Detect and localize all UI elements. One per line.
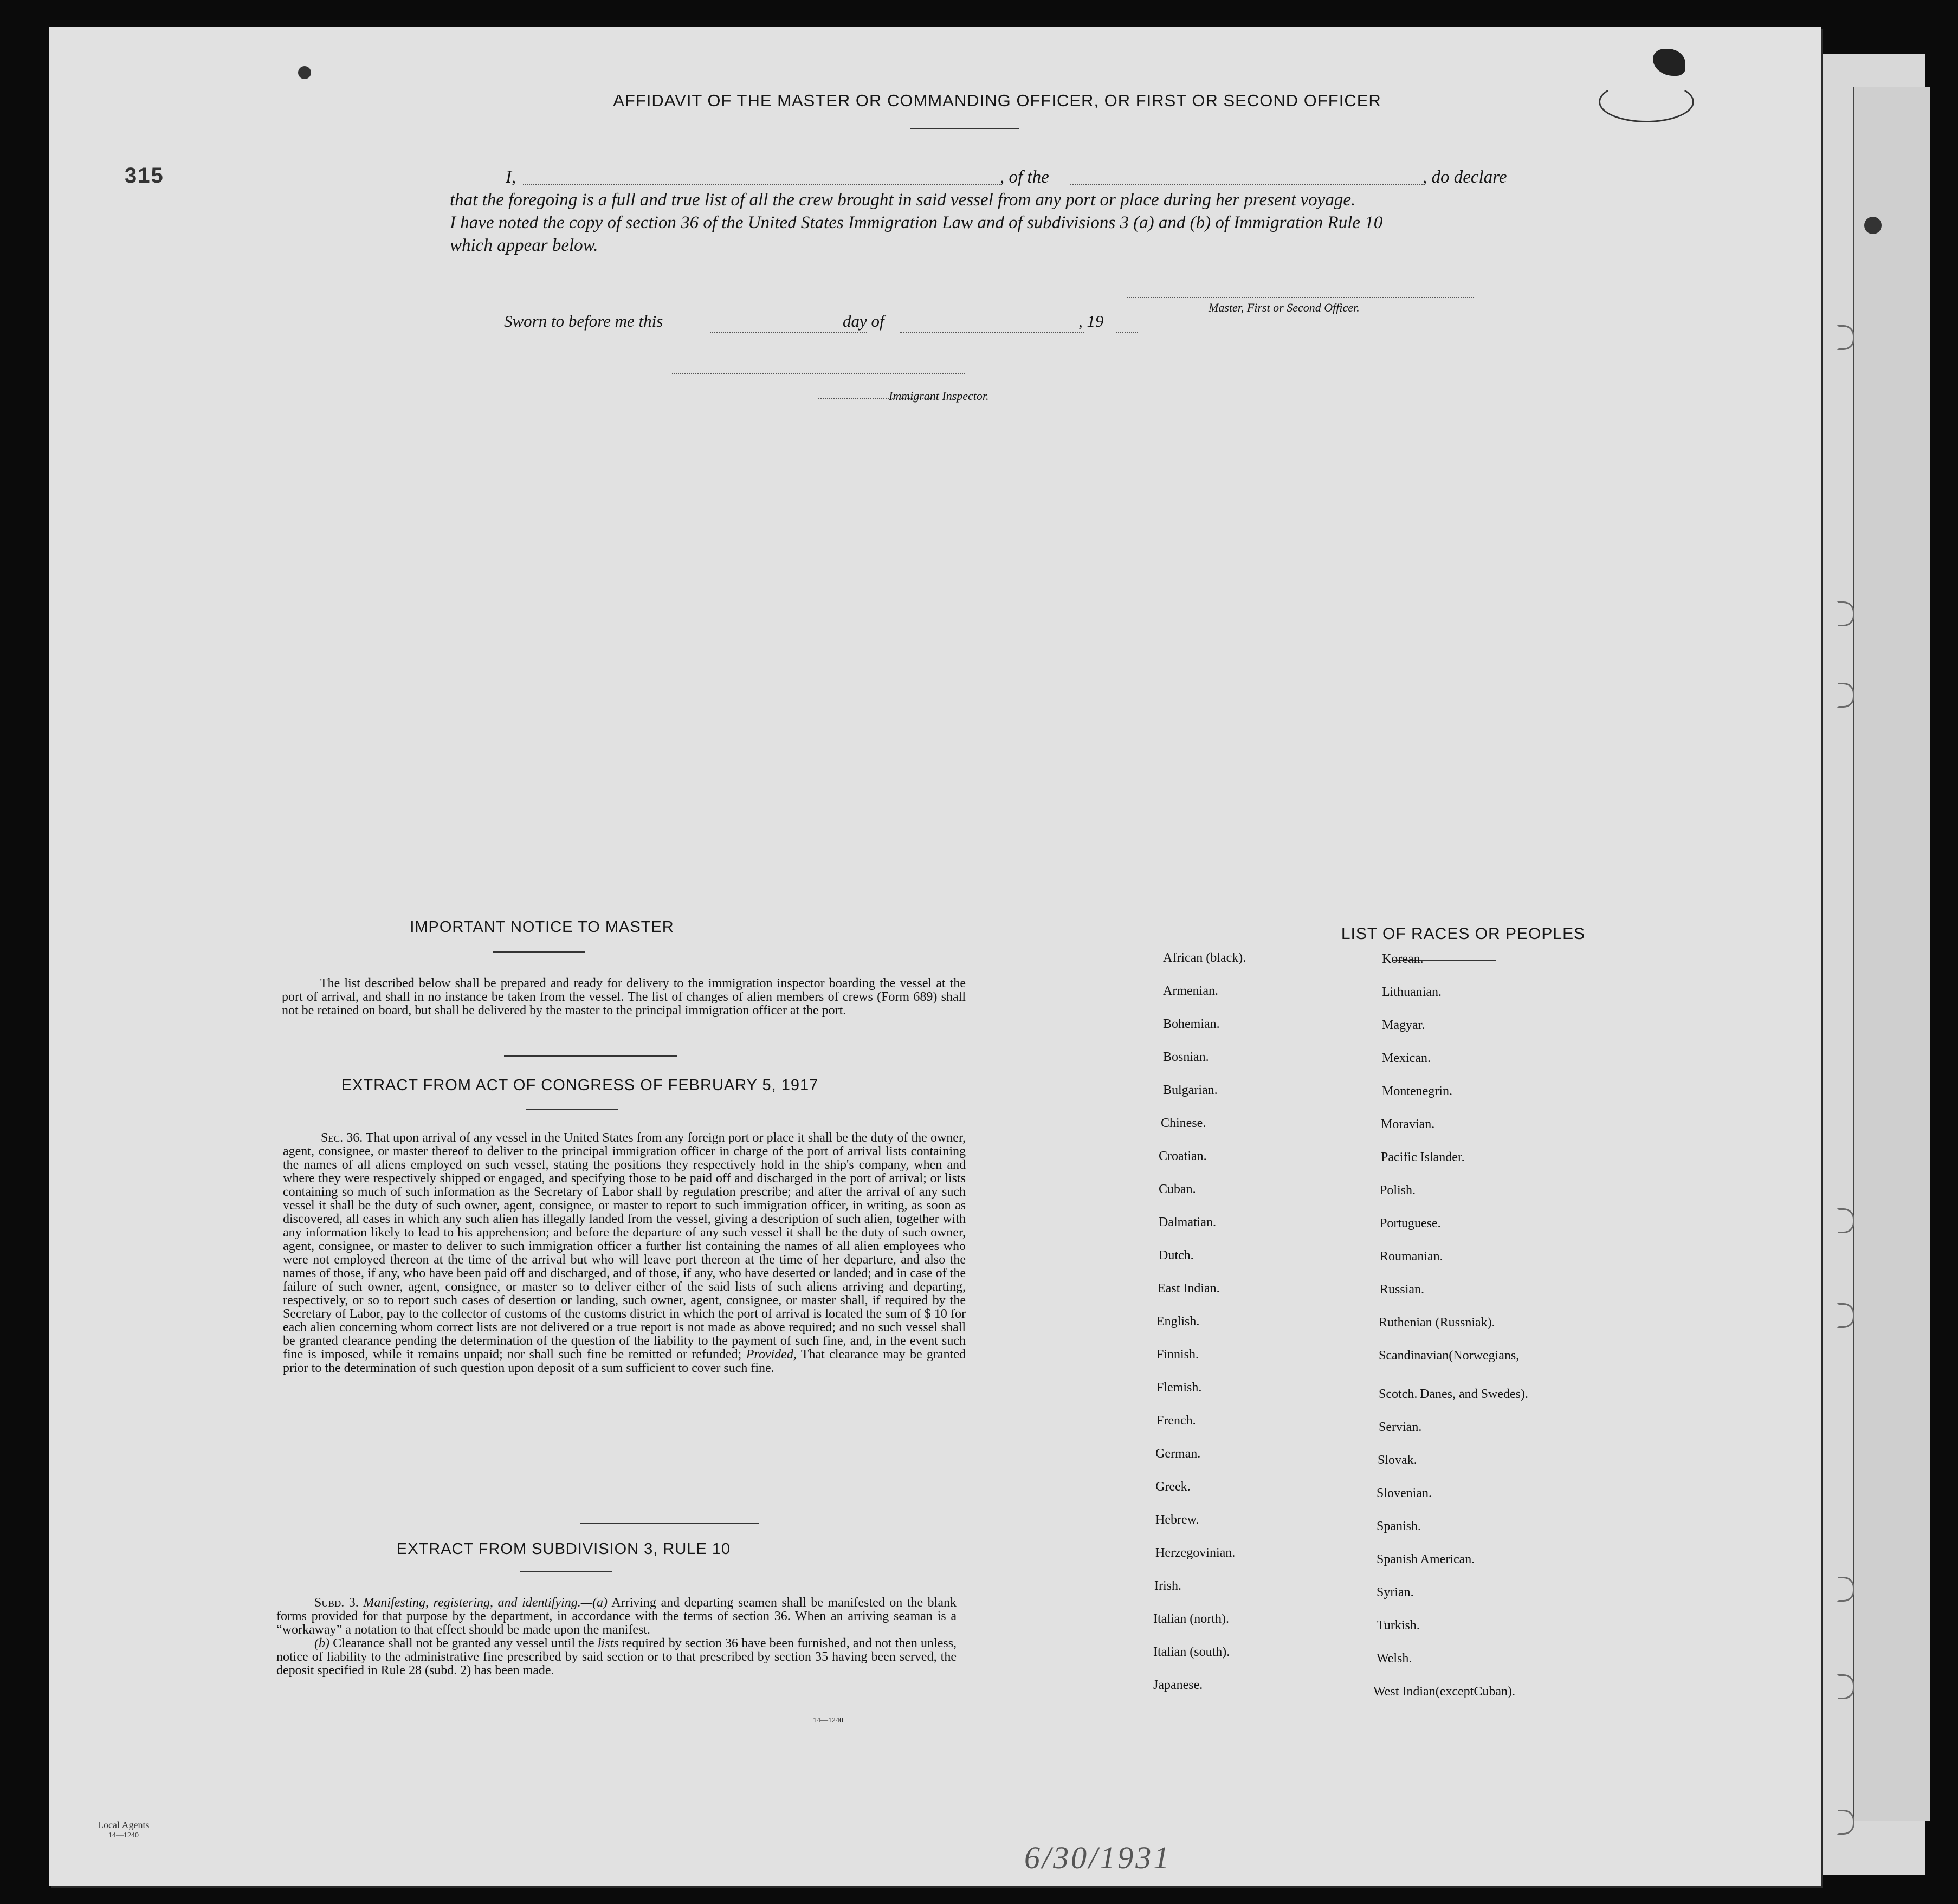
rule-rule <box>520 1571 612 1572</box>
race-item: German. <box>1155 1447 1201 1461</box>
form-number: 14—1240 <box>813 1717 843 1725</box>
race-item: Spanish. <box>1377 1519 1421 1533</box>
race-item: Scandinavian(Norwegians, <box>1379 1349 1520 1363</box>
race-item: Cuban. <box>1159 1182 1196 1196</box>
rule-text-b1: Clearance shall not be granted any vessel until the <box>333 1636 594 1650</box>
act-text-b: That clearance may be granted prior to the determination of such question upon deposit of a sum sufficient to cover such fine. <box>283 1348 966 1375</box>
bottom-left-form: 14—1240 <box>108 1831 139 1840</box>
race-item: Chinese. <box>1161 1116 1206 1130</box>
race-item: Magyar. <box>1382 1018 1425 1032</box>
document-page <box>49 27 1821 1886</box>
year-prefix: , 19 <box>1078 312 1104 331</box>
rule-lists-word: lists <box>597 1636 619 1650</box>
inspector-blank-upper <box>672 373 965 374</box>
race-item: Spanish American. <box>1377 1552 1475 1566</box>
races-title: LIST OF RACES OR PEOPLES <box>1341 925 1586 943</box>
race-item: Syrian. <box>1377 1585 1414 1599</box>
torn-corner-mark <box>1599 81 1694 122</box>
race-item: Mexican. <box>1382 1051 1431 1065</box>
race-item: Korean. <box>1382 952 1424 966</box>
act-bottom-rule <box>580 1523 759 1524</box>
race-item: Pacific Islander. <box>1381 1150 1465 1164</box>
tear-mark <box>1653 49 1685 76</box>
vessel-blank <box>1070 184 1423 185</box>
affidavit-i: I, <box>506 167 516 187</box>
stamp-number: 315 <box>125 164 164 187</box>
bottom-left-label: Local Agents <box>98 1819 150 1830</box>
act-text <box>283 1131 966 1375</box>
race-item: African (black). <box>1163 951 1246 965</box>
race-item: Roumanian. <box>1380 1249 1443 1264</box>
rule-text-a: Arriving and departing seamen shall be manifested on the blank forms provided for that purpose by the department, in accordance with the terms of section 36. When an arriving seaman is a “workaway” a notation to that effect should be made upon the manifest. <box>276 1596 957 1637</box>
name-blank <box>523 184 1000 185</box>
race-item: Portuguese. <box>1380 1216 1441 1231</box>
race-item: Moravian. <box>1381 1117 1435 1131</box>
race-item: Japanese. <box>1153 1678 1203 1692</box>
day-of-text: day of <box>843 312 884 331</box>
rule-b-label: (b) <box>314 1636 329 1650</box>
affidavit-line-3: I have noted the copy of section 36 of the United States Immigration Law and of subdivisions 3 (a) and (b) of Immigration Rule 10 <box>450 213 1383 232</box>
act-provided: Provided, <box>746 1348 797 1362</box>
year-blank <box>1116 332 1138 333</box>
race-item: Welsh. <box>1377 1652 1412 1666</box>
punch-hole-right <box>1864 217 1882 234</box>
affidavit-of-the: , of the <box>1000 167 1049 187</box>
race-item: Russian. <box>1380 1283 1425 1297</box>
race-item: Polish. <box>1380 1183 1416 1197</box>
affidavit-declare: , do declare <box>1423 167 1507 187</box>
race-item: Irish. <box>1154 1579 1181 1593</box>
race-item: English. <box>1156 1314 1200 1329</box>
race-item: Scotch. <box>1379 1387 1418 1401</box>
race-item: Montenegrin. <box>1382 1084 1452 1098</box>
race-item: French. <box>1156 1414 1196 1428</box>
rule-text <box>276 1596 957 1678</box>
race-item: Turkish. <box>1377 1618 1420 1633</box>
race-item: Servian. <box>1379 1420 1422 1434</box>
race-item: West Indian(exceptCuban). <box>1373 1685 1515 1699</box>
act-sec-label: Sec. 36. <box>321 1131 363 1145</box>
race-item: Greek. <box>1155 1480 1191 1494</box>
race-item: Slovenian. <box>1377 1486 1432 1500</box>
act-text-a: That upon arrival of any vessel in the United States from any foreign port or place it shall be the duty of the owner, agent, consignee, or master thereof to deliver to the principal immigration officer in charge of the port of arrival lists containing the names of all aliens employed on such vessel, stating the positions they respectively hold in the ship's company, when and where they were respectively shipped or engaged, and specifying those to be paid off and discharged in the port of arrival; or lists containing so much of such information as the Secretary of Labor shall by regulation prescribe; and after the arrival of any such vessel it shall be the duty of such owner, agent, consignee, or master to report to such immigration officer, in writing, as soon as discovered, all cases in which any such alien has illegally landed from the vessel, giving a description of such alien, together with any information likely to lead to his apprehension; and before the departure of any such vessel it shall be the duty of such owner, agent, consignee, or master to deliver to such immigration officer a further list containing the names of all alien employees who were not employed thereon at the time of the arrival but who will leave port thereon at the time of her departure, and also the names of those, if any, who have been paid off and discharged, and of those, if any, who have deserted or landed; and in case of the failure of such owner, agent, consignee, or master so to deliver either of the said lists of such aliens arriving and departing, respectively, or so to report such cases of desertion or landing, such owner, agent, consignee, or master shall, if required by the Secretary of Labor, pay to the collector of customs of the customs district in which the port of arrival is located the sum of $ 10 for each alien concerning whom correct lists are not delivered or a true report is not made as above required; and no such vessel shall be granted clearance pending the determination of the question of the liability to the payment of such fine, and, in the event such fine is imposed, while it remains unpaid; nor shall such fine be remitted or refunded; <box>283 1131 966 1362</box>
race-item: Bulgarian. <box>1163 1083 1218 1097</box>
race-item: Bohemian. <box>1163 1017 1220 1031</box>
race-item: Hebrew. <box>1155 1513 1199 1527</box>
notice-text: The list described below shall be prepared and ready for delivery to the immigration inspector boarding the vessel at the port of arrival, and shall in no instance be taken from the vessel. The list of changes of alien members of crews (Form 689) shall not be retained on board, but shall be delivered by the master to the principal immigration officer at the port. <box>282 976 966 1018</box>
race-scandinavian-line-2: Danes, and Swedes). <box>1420 1387 1528 1401</box>
master-signature-blank <box>1127 297 1474 298</box>
underlying-sheet-edge <box>1853 87 1930 1821</box>
notice-bottom-rule <box>504 1055 677 1057</box>
rule-subd-label: Subd. 3. <box>314 1596 359 1610</box>
rule-text-b2: required by section 36 have been furnished, and not then unless, notice of liability to the administrative fine prescribed by said section or to that prescribed by section 35 having been served, the deposit specified in Rule 28 (subd. 2) has been made. <box>276 1636 957 1678</box>
race-item: Slovak. <box>1378 1453 1417 1467</box>
affidavit-title: AFFIDAVIT OF THE MASTER OR COMMANDING OFFICER, OR FIRST OR SECOND OFFICER <box>613 91 1381 110</box>
month-blank <box>900 332 1084 333</box>
act-rule <box>526 1109 618 1110</box>
race-item: Bosnian. <box>1163 1050 1209 1064</box>
race-item: Italian (north). <box>1153 1612 1229 1626</box>
sworn-text: Sworn to before me this <box>504 312 663 331</box>
act-title: EXTRACT FROM ACT OF CONGRESS OF FEBRUARY 5, 1917 <box>341 1077 819 1094</box>
race-item: Flemish. <box>1156 1381 1202 1395</box>
race-item: Italian (south). <box>1153 1645 1230 1659</box>
notice-title: IMPORTANT NOTICE TO MASTER <box>410 918 674 936</box>
punch-hole-top-left <box>298 66 311 79</box>
race-item: Finnish. <box>1156 1348 1199 1362</box>
inspector-label: Immigrant Inspector. <box>889 389 989 403</box>
race-item: Armenian. <box>1163 984 1218 998</box>
affidavit-line-4: which appear below. <box>450 236 598 255</box>
race-item: Dalmatian. <box>1159 1215 1216 1229</box>
rule-subd-heading: Manifesting, registering, and identifying.—(a) <box>363 1596 608 1610</box>
race-item: East Indian. <box>1158 1281 1220 1296</box>
race-item: Ruthenian (Russniak). <box>1379 1316 1495 1330</box>
affidavit-line-2: that the foregoing is a full and true list of all the crew brought in said vessel from any port or place during her present voyage. <box>450 190 1356 210</box>
title-rule <box>910 128 1019 129</box>
race-item: Croatian. <box>1159 1149 1207 1163</box>
rule-title: EXTRACT FROM SUBDIVISION 3, RULE 10 <box>396 1540 731 1558</box>
race-item: Herzegovinian. <box>1155 1546 1236 1560</box>
race-item: Dutch. <box>1159 1248 1194 1262</box>
race-item: Lithuanian. <box>1382 985 1442 999</box>
handwritten-date: 6/30/1931 <box>1024 1840 1172 1875</box>
notice-rule <box>493 951 585 953</box>
master-signature-label: Master, First or Second Officer. <box>1209 301 1360 314</box>
